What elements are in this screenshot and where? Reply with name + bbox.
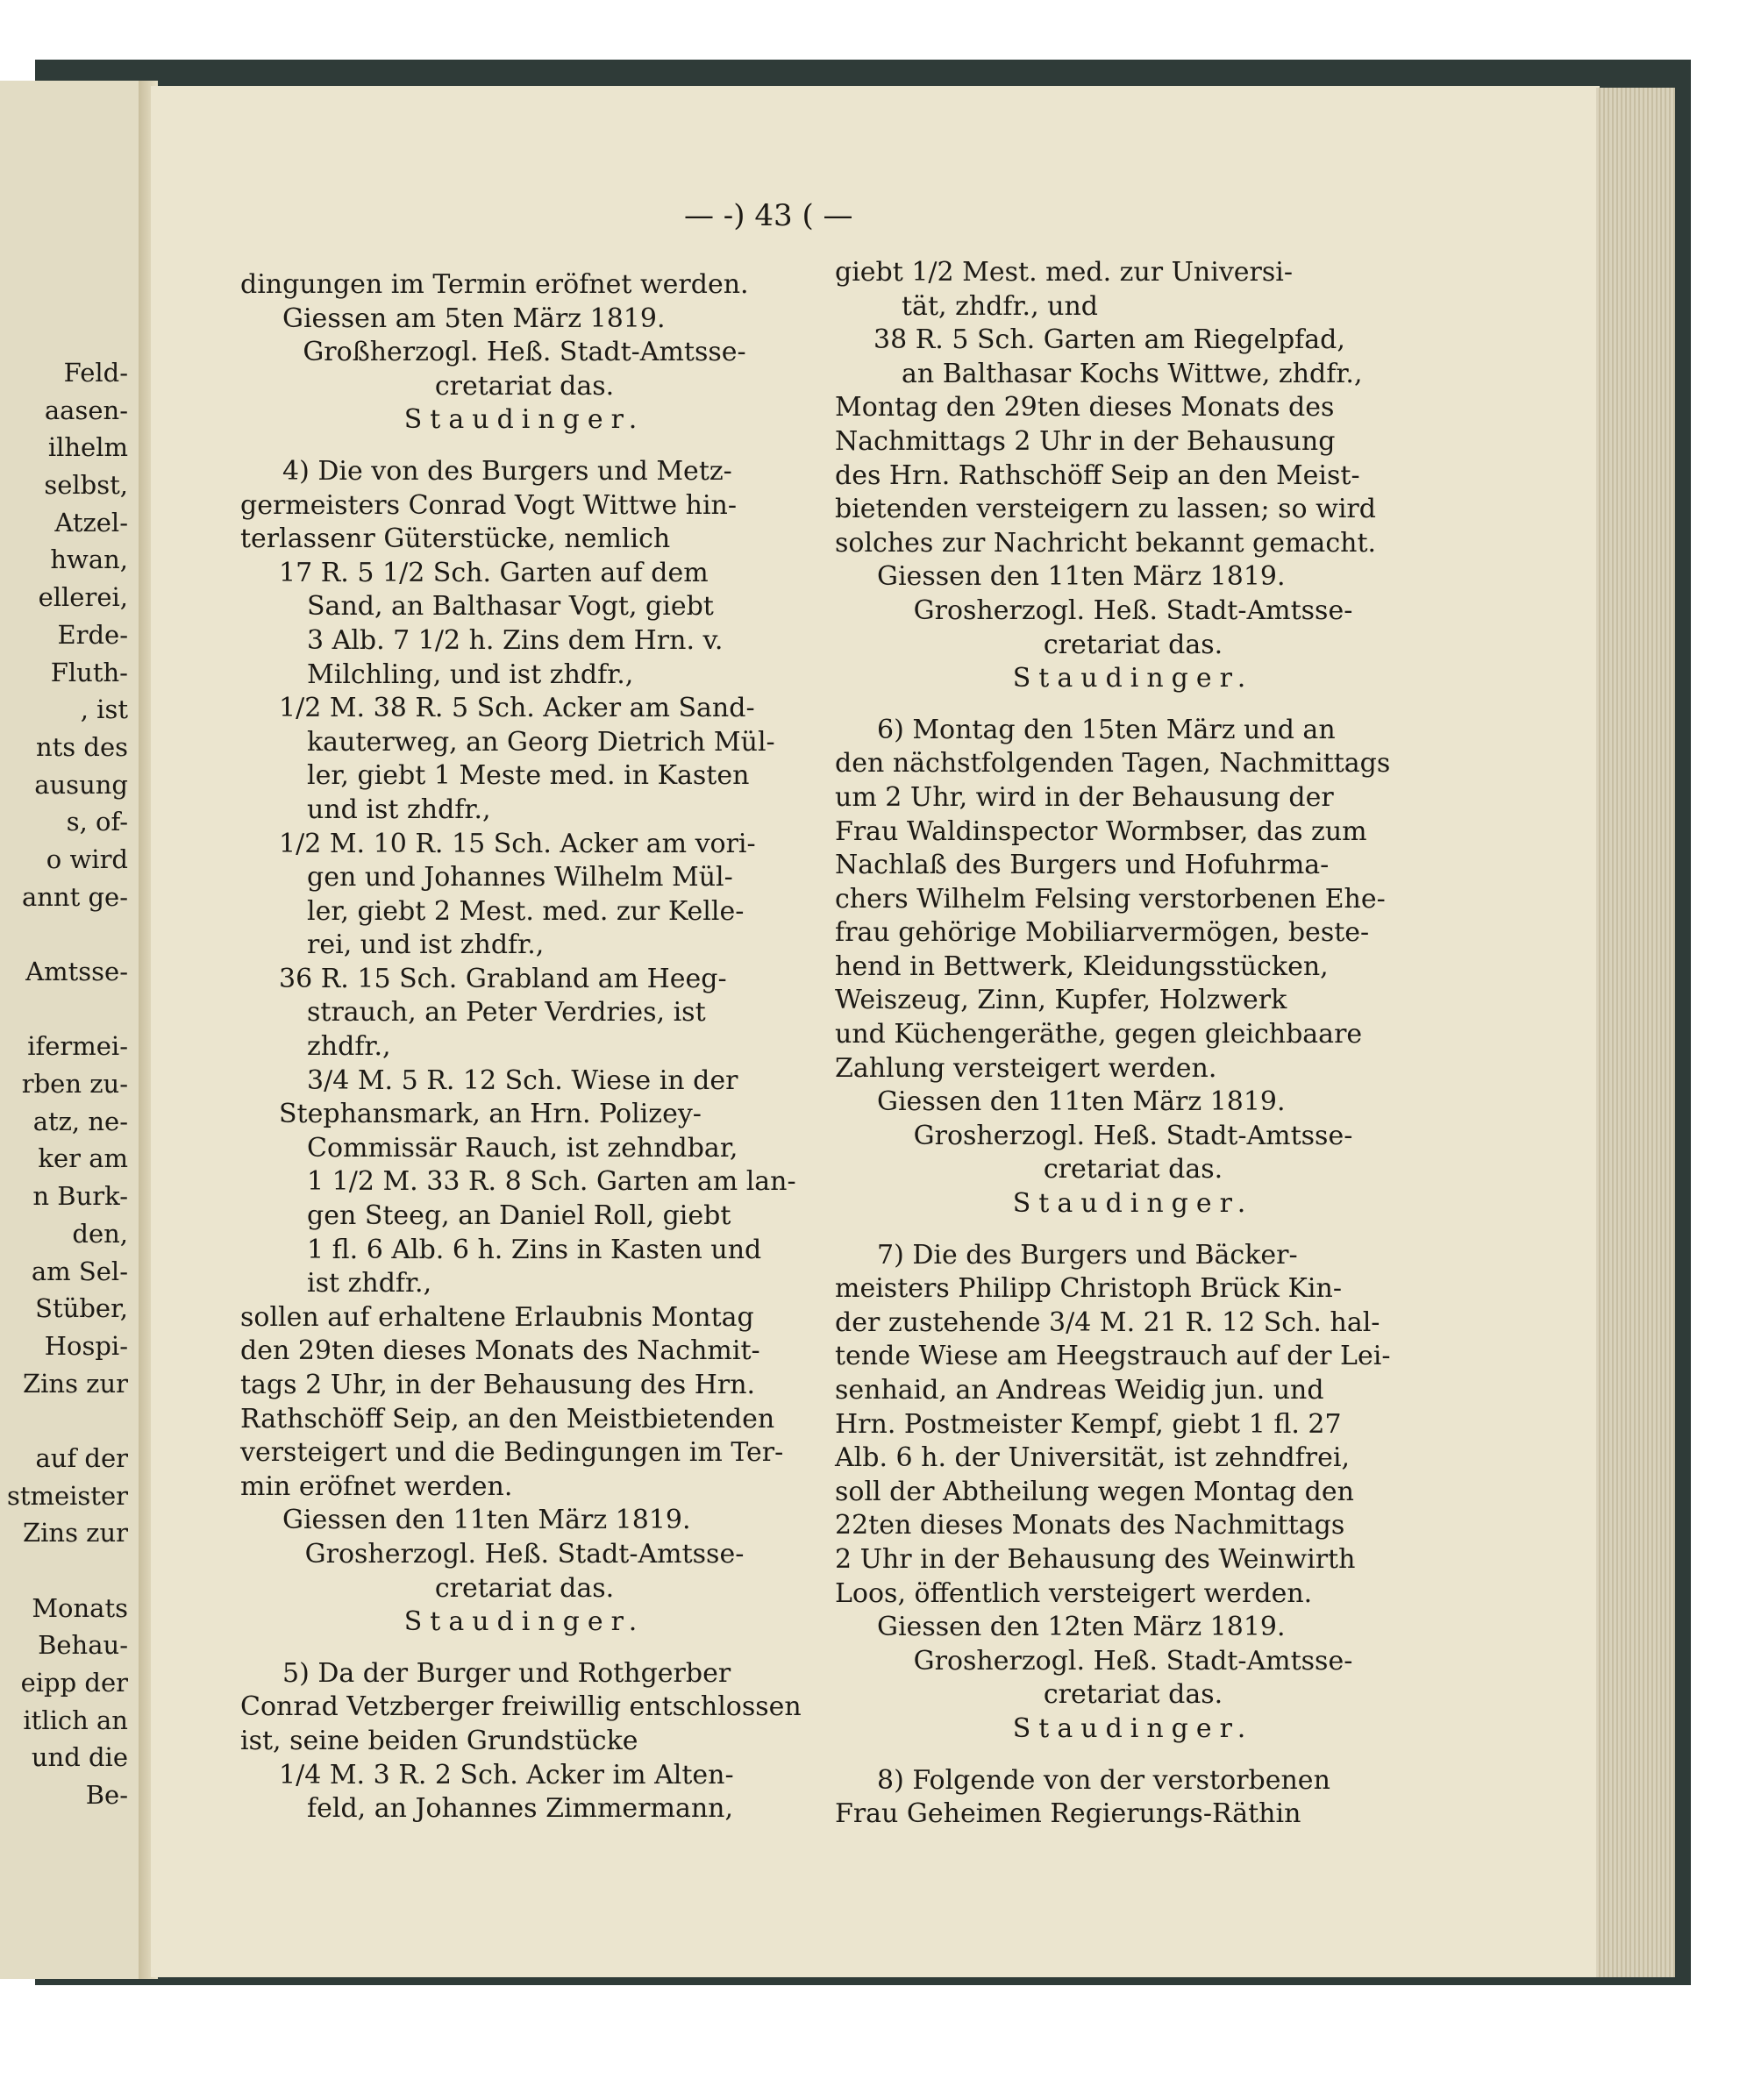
- fragment-line: hwan,: [50, 545, 128, 575]
- text-line: Weiszeug, Zinn, Kupfer, Holzwerk: [835, 985, 1287, 1016]
- text-line: [240, 438, 809, 455]
- text-line: dingungen im Termin eröfnet werden.: [240, 269, 749, 300]
- text-line: Staudinger.: [1012, 663, 1254, 694]
- text-line: Alb. 6 h. der Universität, ist zehndfrei,: [835, 1442, 1351, 1474]
- text-line: Frau Waldinspector Wormbser, das zum: [835, 815, 1367, 847]
- text-line: solches zur Nachricht bekannt gemacht.: [835, 527, 1377, 559]
- text-line: min eröfnet werden.: [240, 1470, 513, 1502]
- text-line: der zustehende 3/4 M. 21 R. 12 Sch. hal-: [835, 1306, 1380, 1338]
- text-line: 3 Alb. 7 1/2 h. Zins dem Hrn. v.: [307, 624, 724, 656]
- fragment-line: auf der: [35, 1442, 128, 1473]
- text-line: 1/4 M. 3 R. 2 Sch. Acker im Alten-: [279, 1759, 734, 1790]
- text-line: ist, seine beiden Grundstücke: [240, 1725, 638, 1756]
- text-line: tät, zhdfr., und: [902, 290, 1099, 322]
- text-line: Milchling, und ist zhdfr.,: [307, 658, 634, 690]
- text-line: Frau Geheimen Regierungs-Räthin: [835, 1798, 1301, 1830]
- fragment-line: ausung: [34, 769, 128, 800]
- text-line: 17 R. 5 1/2 Sch. Garten auf dem: [279, 557, 709, 588]
- text-line: hend in Bettwerk, Kleidungsstücken,: [835, 950, 1329, 982]
- fragment-line: ilhelm: [47, 432, 128, 463]
- left-column: [240, 268, 809, 1826]
- text-line: 1/2 M. 10 R. 15 Sch. Acker am vori-: [279, 828, 756, 859]
- text-line: den 29ten dieses Monats des Nachmit-: [240, 1335, 760, 1367]
- text-line: frau gehörige Mobiliarvermögen, beste-: [835, 917, 1370, 949]
- text-line: tende Wiese am Heegstrauch auf der Lei-: [835, 1341, 1391, 1372]
- text-line: strauch, an Peter Verdries, ist: [307, 997, 706, 1029]
- text-line: 1 fl. 6 Alb. 6 h. Zins in Kasten und: [307, 1234, 762, 1265]
- text-line: Nachmittags 2 Uhr in der Behausung: [835, 425, 1336, 457]
- text-line: versteigert und die Bedingungen im Ter-: [240, 1437, 784, 1469]
- fragment-line: Atzel-: [54, 507, 128, 537]
- text-line: 5) Da der Burger und Rothgerber: [282, 1657, 731, 1689]
- fragment-line: Stüber,: [35, 1293, 128, 1324]
- text-line: Staudinger.: [403, 404, 645, 436]
- text-line: 1 1/2 M. 33 R. 8 Sch. Garten am lan-: [307, 1166, 796, 1198]
- text-line: Giessen am 5ten März 1819.: [282, 303, 666, 334]
- text-line: 7) Die des Burgers und Bäcker-: [877, 1239, 1298, 1271]
- text-line: giebt 1/2 Mest. med. zur Universi-: [835, 257, 1294, 288]
- text-line: 22ten dieses Monats des Nachmittags: [835, 1510, 1345, 1541]
- fragment-line: den,: [72, 1218, 128, 1249]
- fragment-line: [5, 1402, 128, 1440]
- left-page-text-fragments: [5, 354, 128, 1814]
- text-line: Grosherzogl. Heß. Stadt-Amtsse-: [304, 1538, 745, 1570]
- text-line: Sand, an Balthasar Vogt, giebt: [307, 591, 714, 623]
- text-line: Loos, öffentlich versteigert werden.: [835, 1577, 1313, 1609]
- fragment-line: Be-: [85, 1780, 128, 1811]
- text-line: Giessen den 11ten März 1819.: [282, 1505, 691, 1536]
- text-line: [835, 696, 1431, 714]
- fragment-line: [5, 991, 128, 1029]
- fragment-line: und die: [31, 1742, 128, 1773]
- text-line: soll der Abtheilung wegen Montag den: [835, 1476, 1354, 1507]
- text-line: cretariat das.: [1043, 1679, 1223, 1711]
- fragment-line: Zins zur: [22, 1368, 128, 1399]
- fragment-line: s, of-: [66, 807, 128, 837]
- fragment-line: selbst,: [44, 470, 128, 501]
- fragment-line: am Sel-: [31, 1256, 128, 1286]
- fragment-line: Monats: [32, 1592, 128, 1623]
- text-line: um 2 Uhr, wird in der Behausung der: [835, 781, 1334, 813]
- text-line: cretariat das.: [1043, 629, 1223, 660]
- fragment-line: ifermei-: [27, 1031, 128, 1062]
- text-line: 6) Montag den 15ten März und an: [877, 714, 1336, 745]
- right-column: [835, 256, 1431, 1832]
- fragment-line: rben zu-: [21, 1069, 128, 1100]
- fragment-line: eipp der: [20, 1668, 128, 1698]
- fragment-line: atz, ne-: [32, 1106, 128, 1136]
- fragment-line: annt ge-: [21, 881, 128, 912]
- text-line: ler, giebt 2 Mest. med. zur Kelle-: [307, 895, 745, 927]
- text-line: feld, an Johannes Zimmermann,: [307, 1793, 734, 1825]
- text-line: Giessen den 11ten März 1819.: [877, 561, 1286, 593]
- fragment-line: , ist: [80, 694, 128, 725]
- text-line: cretariat das.: [434, 370, 615, 402]
- text-line: meisters Philipp Christoph Brück Kin-: [835, 1273, 1342, 1305]
- text-line: Staudinger.: [1012, 1188, 1254, 1220]
- text-line: senhaid, an Andreas Weidig jun. und: [835, 1375, 1324, 1406]
- text-line: sollen auf erhaltene Erlaubnis Montag: [240, 1301, 754, 1333]
- text-line: 4) Die von des Burgers und Metz-: [282, 455, 732, 487]
- fragment-line: aasen-: [44, 395, 128, 425]
- text-line: rei, und ist zhdfr.,: [307, 929, 545, 961]
- fragment-line: Amtsse-: [25, 957, 128, 986]
- text-line: 38 R. 5 Sch. Garten am Riegelpfad,: [873, 324, 1345, 356]
- text-line: Grosherzogl. Heß. Stadt-Amtsse-: [913, 594, 1353, 626]
- left-page: [0, 81, 151, 1979]
- text-line: Zahlung versteigert werden.: [835, 1052, 1217, 1084]
- text-line: zhdfr.,: [307, 1031, 391, 1063]
- fragment-line: [5, 915, 128, 953]
- text-line: Staudinger.: [1012, 1712, 1254, 1744]
- page-block-edge: [1596, 88, 1675, 1977]
- fragment-line: stmeister: [6, 1480, 128, 1511]
- text-line: Conrad Vetzberger freiwillig entschlossen: [240, 1691, 802, 1723]
- text-line: tags 2 Uhr, in der Behausung des Hrn.: [240, 1370, 756, 1400]
- fragment-line: ker am: [38, 1143, 128, 1174]
- fragment-line: Fluth-: [50, 657, 128, 687]
- text-line: Montag den 29ten dieses Monats des: [835, 392, 1335, 424]
- fragment-line: [5, 1552, 128, 1590]
- fragment-line: ellerei,: [38, 582, 128, 613]
- fragment-line: Behau-: [38, 1630, 128, 1661]
- text-line: bietenden versteigern zu lassen; so wird: [835, 494, 1376, 525]
- text-line: an Balthasar Kochs Wittwe, zhdfr.,: [902, 358, 1363, 389]
- text-line: Hrn. Postmeister Kempf, giebt 1 fl. 27: [835, 1408, 1342, 1440]
- text-line: Nachlaß des Burgers und Hofuhrma-: [835, 850, 1330, 881]
- text-line: [240, 1640, 809, 1657]
- text-line: chers Wilhelm Felsing verstorbenen Ehe-: [835, 883, 1386, 915]
- text-line: und Küchengeräthe, gegen gleichbaare: [835, 1019, 1363, 1050]
- text-line: Rathschöff Seip, an den Meistbietenden: [240, 1403, 775, 1434]
- text-line: Stephansmark, an Hrn. Polizey-: [279, 1099, 702, 1130]
- fragment-line: itlich an: [23, 1705, 128, 1735]
- text-line: den nächstfolgenden Tagen, Nachmittags: [835, 748, 1391, 779]
- page-number-header: — -) 43 ( —: [684, 198, 853, 233]
- text-line: 36 R. 15 Sch. Grabland am Heeg-: [279, 963, 727, 994]
- text-line: Giessen den 11ten März 1819.: [877, 1086, 1286, 1118]
- text-line: gen und Johannes Wilhelm Mül-: [307, 862, 733, 893]
- text-line: terlassenr Güterstücke, nemlich: [240, 523, 671, 555]
- text-line: ist zhdfr.,: [307, 1268, 432, 1299]
- text-line: germeisters Conrad Vogt Wittwe hin-: [240, 489, 738, 521]
- fragment-line: Feld-: [63, 358, 128, 388]
- text-line: 2 Uhr in der Behausung des Weinwirth: [835, 1543, 1356, 1575]
- text-line: Grosherzogl. Heß. Stadt-Amtsse-: [913, 1120, 1353, 1151]
- text-line: Commissär Rauch, ist zehndbar,: [307, 1132, 738, 1164]
- text-line: ler, giebt 1 Meste med. in Kasten: [307, 760, 750, 792]
- fragment-line: Erde-: [57, 619, 128, 650]
- text-line: und ist zhdfr.,: [307, 794, 491, 825]
- fragment-line: o wird: [46, 844, 128, 874]
- text-line: gen Steeg, an Daniel Roll, giebt: [307, 1200, 731, 1232]
- fragment-line: Hospi-: [44, 1330, 128, 1361]
- text-line: des Hrn. Rathschöff Seip an den Meist-: [835, 459, 1360, 491]
- text-line: [835, 1221, 1431, 1239]
- text-line: cretariat das.: [434, 1572, 615, 1604]
- text-line: cretariat das.: [1043, 1154, 1223, 1185]
- fragment-line: Zins zur: [22, 1518, 128, 1548]
- text-line: Großherzogl. Heß. Stadt-Amtsse-: [303, 337, 746, 368]
- text-line: kauterweg, an Georg Dietrich Mül-: [307, 726, 775, 758]
- text-line: Staudinger.: [403, 1606, 645, 1638]
- text-line: Giessen den 12ten März 1819.: [877, 1612, 1286, 1643]
- fragment-line: nts des: [35, 731, 128, 762]
- text-line: 1/2 M. 38 R. 5 Sch. Acker am Sand-: [279, 693, 755, 724]
- text-line: 8) Folgende von der verstorbenen: [877, 1764, 1330, 1796]
- text-line: [835, 1747, 1431, 1764]
- text-line: Grosherzogl. Heß. Stadt-Amtsse-: [913, 1645, 1353, 1676]
- text-line: 3/4 M. 5 R. 12 Sch. Wiese in der: [307, 1064, 738, 1096]
- fragment-line: n Burk-: [32, 1181, 128, 1212]
